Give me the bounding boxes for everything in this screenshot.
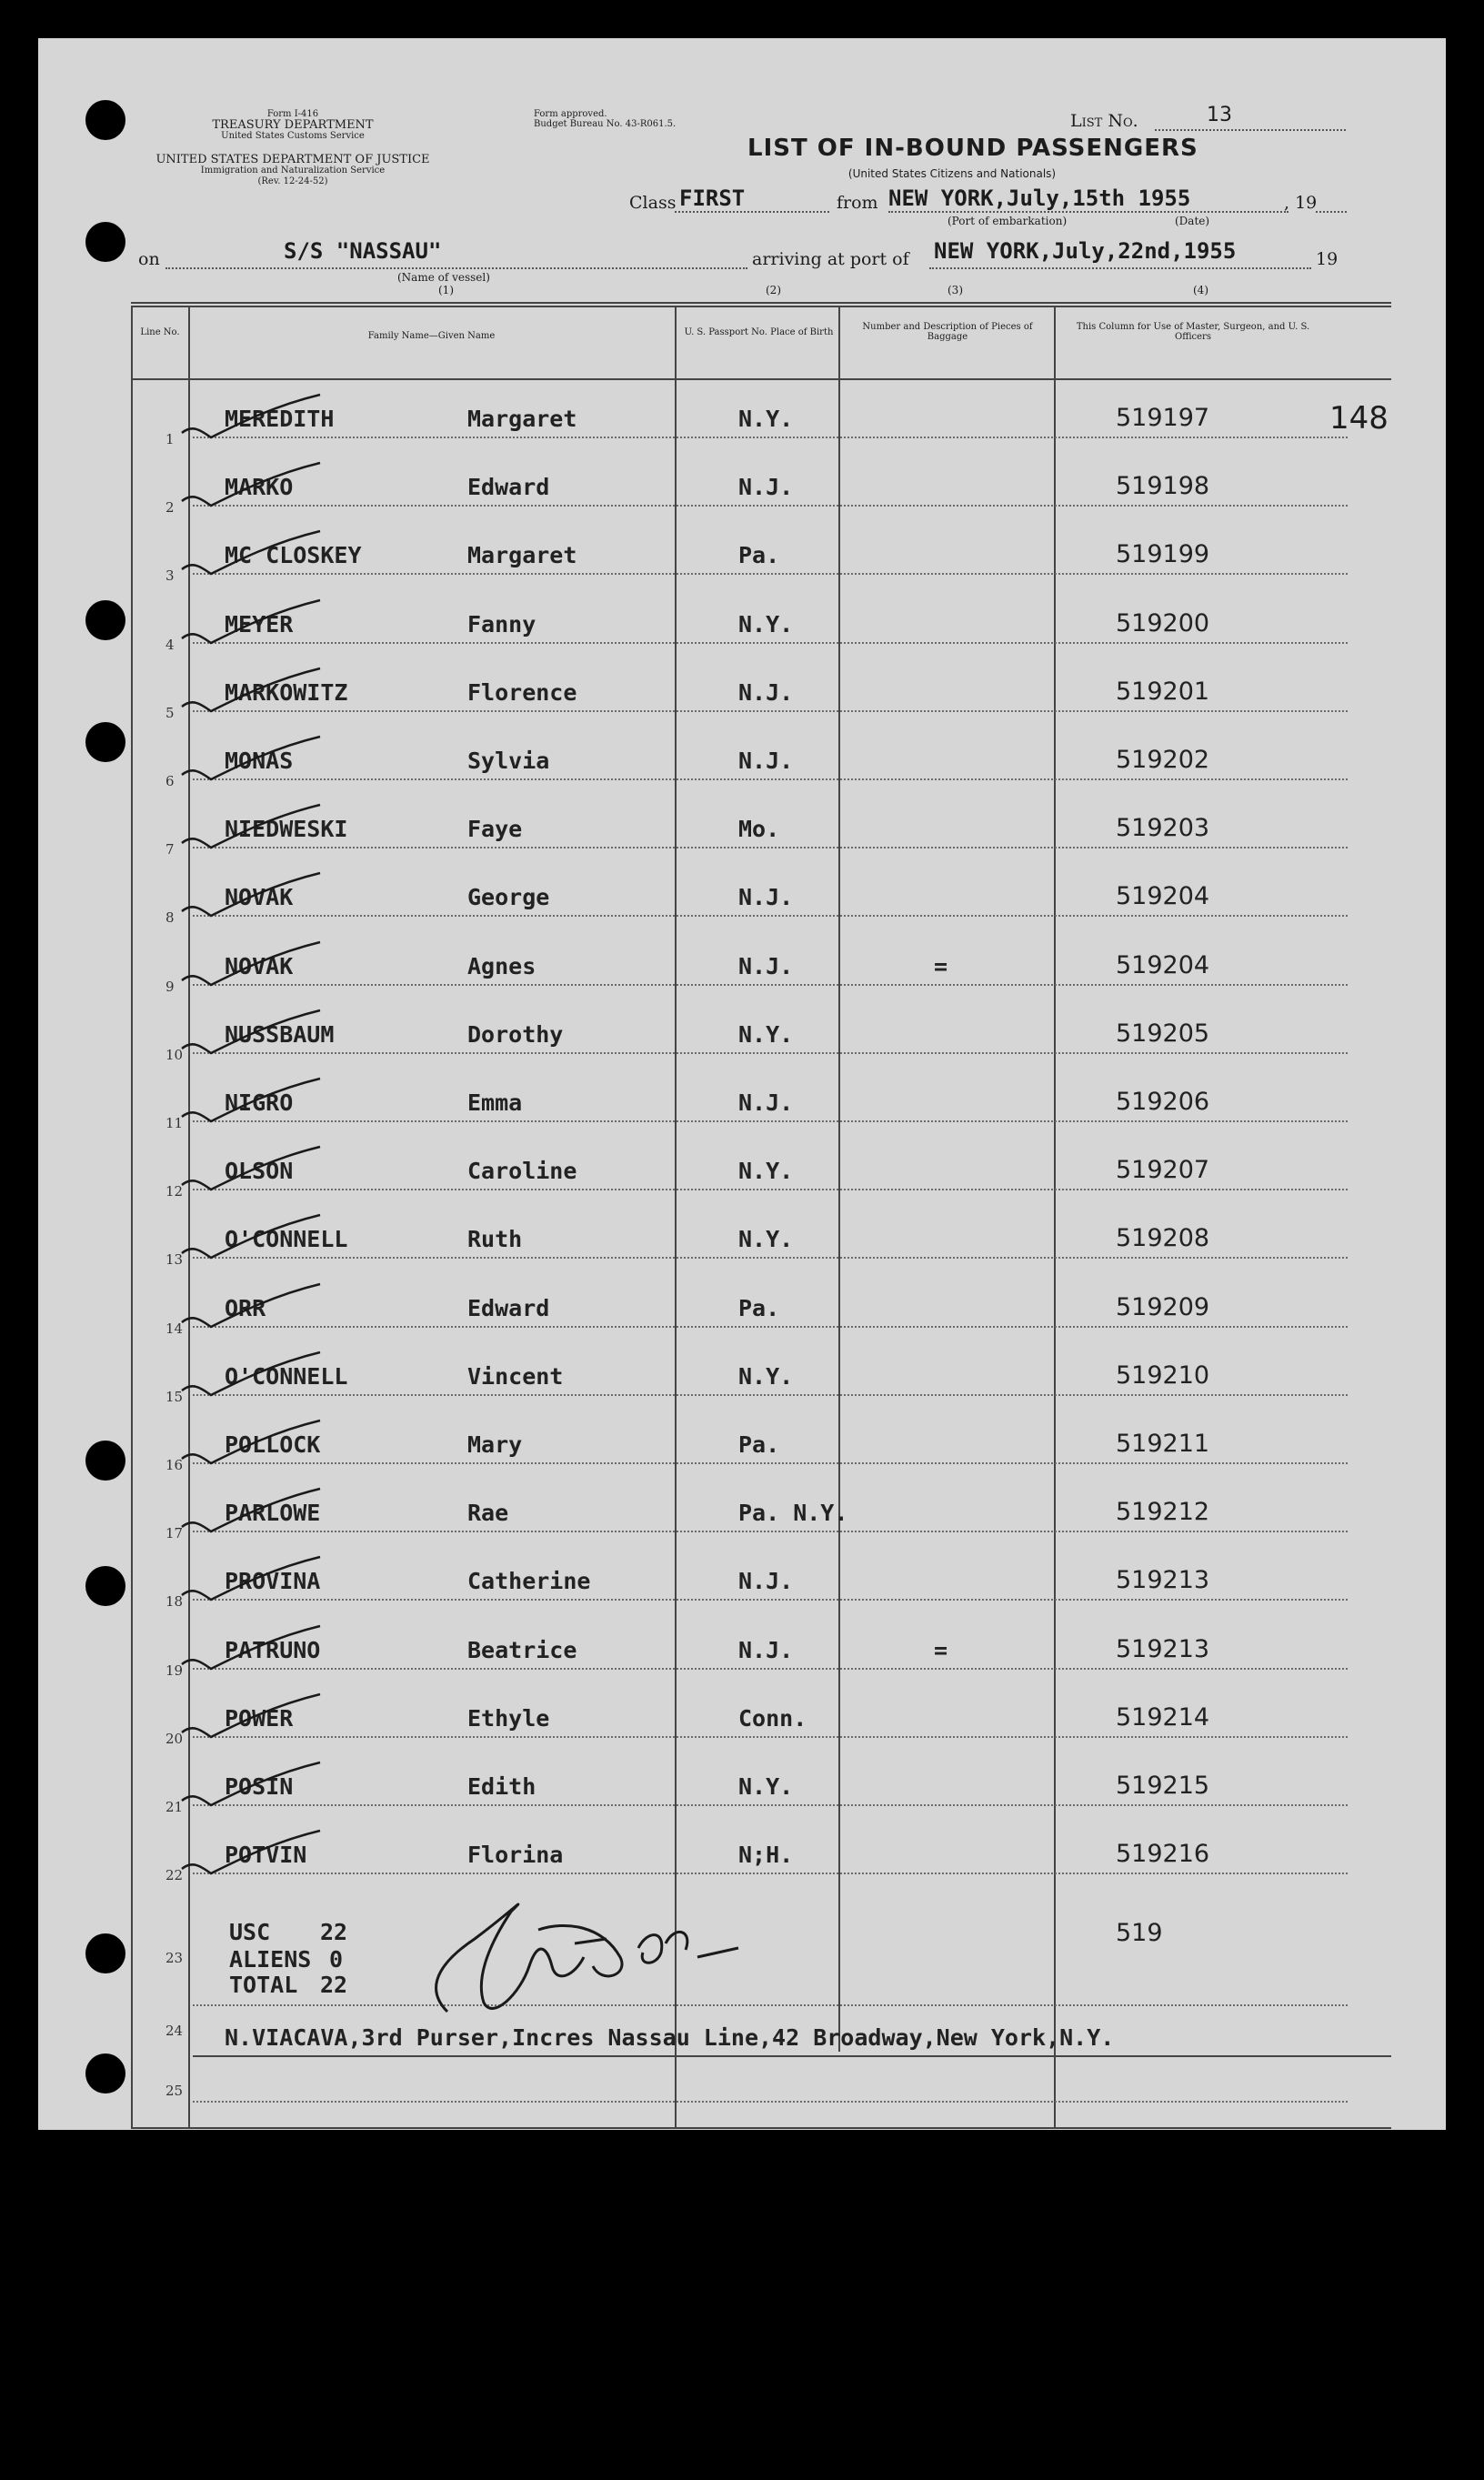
row-divider (193, 1052, 1348, 1054)
officer-code: 519212 (1116, 1498, 1210, 1527)
arriving-label: arriving at port of (752, 249, 909, 269)
given-name: Florina (467, 1842, 564, 1869)
row-divider (193, 1804, 1348, 1806)
form-approved: Form approved. (534, 109, 607, 119)
place-of-birth: N.J. (738, 748, 794, 774)
punch-hole (85, 2053, 125, 2093)
place-of-birth: N.J. (738, 1089, 794, 1116)
check-mark-icon (175, 1208, 329, 1271)
col-header-officers: This Column for Use of Master, Surgeon, and U. S. Officers (1076, 322, 1310, 342)
officer-code: 519 (1116, 1919, 1163, 1947)
usc-count: 22 (320, 1919, 348, 1945)
line-number: 9 (165, 978, 175, 995)
check-mark-icon (175, 593, 329, 657)
officer-code: 519209 (1116, 1292, 1210, 1321)
given-name: Edward (467, 474, 550, 501)
row-divider (193, 573, 1348, 575)
family-name: MARKO (225, 474, 294, 501)
row-divider (193, 915, 1348, 917)
line-number: 14 (165, 1320, 184, 1337)
place-of-birth: N.Y. (738, 1226, 794, 1253)
line-number: 12 (165, 1183, 184, 1200)
officer-code: 519206 (1116, 1088, 1210, 1116)
row-divider (193, 642, 1348, 644)
line-number: 25 (165, 2083, 184, 2099)
officer-code: 519213 (1116, 1566, 1210, 1595)
dept-justice-sub: Immigration and Naturalization Service (200, 166, 386, 176)
check-mark-icon (175, 1481, 329, 1545)
row-divider (193, 1257, 1348, 1259)
check-mark-icon (175, 935, 329, 999)
given-name: Florence (467, 678, 577, 706)
officer-code: 519203 (1116, 814, 1210, 843)
family-name: POTVIN (225, 1842, 307, 1869)
caption-1: (1) (438, 284, 454, 296)
row-divider (193, 437, 1348, 438)
page-number: 148 (1329, 400, 1389, 437)
given-name: Margaret (467, 406, 577, 432)
class-value: FIRST (679, 186, 746, 211)
officer-code: 519199 (1116, 540, 1210, 569)
given-name: Agnes (467, 952, 536, 979)
given-name: Vincent (467, 1362, 564, 1390)
check-mark-icon (175, 1823, 329, 1887)
line-number: 20 (165, 1730, 184, 1747)
given-name: Ruth (467, 1226, 523, 1253)
family-name: OLSON (225, 1158, 294, 1185)
officer-code: 519205 (1116, 1019, 1210, 1048)
place-of-birth: N.J. (738, 1636, 794, 1663)
row-divider (193, 1736, 1348, 1738)
row-divider (193, 1120, 1348, 1122)
purser-line: N.VIACAVA,3rd Purser,Incres Nassau Line,42 Broadway,New York,N.Y. (225, 2024, 1115, 2051)
officer-code: 519200 (1116, 608, 1210, 638)
given-name: Catherine (467, 1568, 591, 1595)
list-no-value: 13 (1207, 104, 1232, 126)
check-mark-icon (175, 1277, 329, 1340)
punch-hole (85, 1933, 125, 1973)
given-name: Mary (467, 1431, 523, 1458)
aliens-count: 0 (329, 1946, 344, 1973)
baggage: = (934, 1636, 948, 1663)
given-name: Caroline (467, 1158, 577, 1185)
check-mark-icon (175, 524, 329, 587)
place-of-birth: N;H. (738, 1842, 794, 1869)
punch-hole (85, 222, 125, 262)
caption-3: (3) (948, 284, 963, 296)
officer-code: 519214 (1116, 1702, 1210, 1732)
form-number: Form I-416 (266, 109, 319, 119)
dept-treasury-sub: United States Customs Service (221, 131, 365, 141)
family-name: NIGRO (225, 1089, 294, 1116)
given-name: Edward (467, 1294, 550, 1321)
family-name: POSIN (225, 1773, 294, 1800)
check-mark-icon (175, 1345, 329, 1409)
family-name: MC CLOSKEY (225, 542, 362, 569)
family-name: NOVAK (225, 952, 294, 979)
vessel-caption: (Name of vessel) (397, 271, 490, 284)
punch-hole (85, 1441, 125, 1481)
line-number: 5 (165, 704, 175, 721)
row-divider (193, 984, 1348, 986)
line-number: 15 (165, 1388, 184, 1405)
place-of-birth: N.Y. (738, 406, 794, 432)
check-mark-icon (175, 1071, 329, 1135)
arrival-value: NEW YORK,July,22nd,1955 (934, 238, 1237, 264)
check-mark-icon (175, 798, 329, 861)
given-name: Emma (467, 1089, 523, 1116)
col-header-passport: U. S. Passport No. Place of Birth (684, 327, 834, 337)
on-label: on (138, 249, 160, 269)
place-of-birth: N.J. (738, 884, 794, 911)
total-count: 22 (320, 1972, 348, 1998)
officer-code: 519198 (1116, 472, 1210, 501)
total-label: TOTAL (229, 1972, 298, 1998)
officer-code: 519210 (1116, 1360, 1210, 1390)
line-number: 24 (165, 2023, 184, 2039)
place-of-birth: Pa. (738, 1431, 780, 1458)
line-number: 8 (165, 909, 175, 927)
family-name: PATRUNO (225, 1636, 321, 1663)
check-mark-icon (175, 1003, 329, 1067)
place-of-birth: N.J. (738, 1568, 794, 1595)
arrival-year-suffix: 19 (1316, 249, 1339, 269)
row-divider (193, 1668, 1348, 1670)
check-mark-icon (175, 729, 329, 793)
line-number: 1 (165, 431, 175, 447)
family-name: PROVINA (225, 1568, 321, 1595)
line-number: 10 (165, 1046, 184, 1063)
punch-hole (85, 600, 125, 640)
check-mark-icon (175, 387, 329, 451)
officer-code: 519211 (1116, 1430, 1210, 1458)
given-name: Dorothy (467, 1020, 564, 1048)
usc-label: USC (229, 1919, 271, 1945)
check-mark-icon (175, 1687, 329, 1751)
date-caption: (Date) (1175, 215, 1210, 227)
row-divider (193, 710, 1348, 712)
check-mark-icon (175, 456, 329, 519)
check-mark-icon (175, 1619, 329, 1682)
given-name: Ethyle (467, 1704, 550, 1732)
punch-hole (85, 100, 125, 140)
place-of-birth: Pa. (738, 1294, 780, 1321)
officer-code: 519204 (1116, 882, 1210, 911)
line-number: 4 (165, 636, 175, 653)
place-of-birth: N.J. (738, 474, 794, 501)
line-number: 13 (165, 1251, 184, 1269)
aliens-label: ALIENS (229, 1946, 312, 1973)
place-of-birth: Conn. (738, 1704, 807, 1732)
family-name: MONAS (225, 748, 294, 774)
place-of-birth: N.Y. (738, 1158, 794, 1185)
check-mark-icon (175, 1550, 329, 1613)
officer-code: 519204 (1116, 950, 1210, 979)
check-mark-icon (175, 1140, 329, 1203)
family-name: MARKOWITZ (225, 678, 348, 706)
family-name: MEREDITH (225, 406, 335, 432)
given-name: Edith (467, 1773, 536, 1800)
check-mark-icon (175, 1755, 329, 1819)
row-divider (193, 1531, 1348, 1532)
place-of-birth: N.Y. (738, 1773, 794, 1800)
row-divider (193, 1189, 1348, 1190)
line-number: 23 (165, 1950, 184, 1966)
place-of-birth: N.J. (738, 678, 794, 706)
row-divider (193, 1462, 1348, 1464)
given-name: Beatrice (467, 1636, 577, 1663)
check-mark-icon (175, 866, 329, 929)
line-number: 17 (165, 1525, 184, 1542)
officer-code: 519208 (1116, 1224, 1210, 1253)
vessel-name: S/S "NASSAU" (284, 238, 442, 264)
row-divider (193, 1326, 1348, 1328)
row-divider (193, 1873, 1348, 1874)
officer-code: 519207 (1116, 1156, 1210, 1185)
place-of-birth: Mo. (738, 816, 780, 843)
family-name: POWER (225, 1704, 294, 1732)
budget-bureau: Budget Bureau No. 43-R061.5. (534, 119, 677, 129)
line-number: 6 (165, 773, 175, 789)
check-mark-icon (175, 1413, 329, 1477)
row-divider (193, 1394, 1348, 1396)
col-header-baggage: Number and Description of Pieces of Baggage (862, 322, 1033, 342)
family-name: NOVAK (225, 884, 294, 911)
dept-treasury: TREASURY DEPARTMENT (212, 118, 374, 132)
line-number: 22 (165, 1867, 184, 1884)
from-year-suffix: , 19 (1284, 193, 1318, 213)
given-name: Fanny (467, 610, 536, 638)
family-name: NIEDWESKI (225, 816, 348, 843)
from-value: NEW YORK,July,15th 1955 (888, 186, 1191, 211)
place-of-birth: Pa. (738, 542, 780, 569)
row-divider (193, 778, 1348, 780)
place-of-birth: N.J. (738, 952, 794, 979)
place-of-birth: N.Y. (738, 610, 794, 638)
line-number: 16 (165, 1457, 184, 1473)
line-number: 21 (165, 1799, 184, 1815)
line-number: 11 (165, 1115, 184, 1131)
officer-code: 519202 (1116, 746, 1210, 774)
officer-code: 519201 (1116, 677, 1210, 706)
col-header-line: Line No. (140, 327, 180, 337)
given-name: Margaret (467, 542, 577, 569)
punch-hole (85, 1566, 125, 1606)
list-no-label: List No. (1070, 111, 1138, 131)
page-subtitle: (United States Citizens and Nationals) (847, 167, 1057, 180)
handwritten-signature (393, 1875, 775, 2030)
row-divider (193, 505, 1348, 507)
officer-code: 519216 (1116, 1840, 1210, 1869)
family-name: PARLOWE (225, 1500, 321, 1527)
officer-code: 519213 (1116, 1634, 1210, 1663)
given-name: Rae (467, 1500, 509, 1527)
place-of-birth: Pa. N.Y. (738, 1500, 848, 1527)
class-label: Class (629, 193, 677, 213)
family-name: POLLOCK (225, 1431, 321, 1458)
line-number: 2 (165, 499, 175, 517)
form-revision: (Rev. 12-24-52) (257, 176, 328, 186)
punch-hole (85, 722, 125, 762)
officer-code: 519215 (1116, 1772, 1210, 1800)
col-header-name: Family Name—Given Name (367, 331, 496, 341)
baggage: = (934, 952, 948, 979)
row-divider (193, 1599, 1348, 1601)
place-of-birth: N.Y. (738, 1020, 794, 1048)
line-number: 18 (165, 1593, 184, 1611)
line-number: 3 (165, 567, 175, 585)
family-name: MEYER (225, 610, 294, 638)
row-divider (193, 847, 1348, 848)
line-number: 19 (165, 1662, 184, 1679)
embark-caption: (Port of embarkation) (948, 215, 1068, 227)
family-name: ORR (225, 1294, 266, 1321)
family-name: O'CONNELL (225, 1226, 348, 1253)
check-mark-icon (175, 661, 329, 725)
from-label: from (837, 193, 878, 213)
page-title: LIST OF IN-BOUND PASSENGERS (747, 135, 1198, 162)
given-name: Sylvia (467, 748, 550, 774)
caption-4: (4) (1193, 284, 1208, 296)
line-number: 7 (165, 841, 175, 858)
caption-2: (2) (766, 284, 781, 296)
family-name: NUSSBAUM (225, 1020, 335, 1048)
form-sheet (38, 38, 1446, 2130)
officer-code: 519197 (1116, 404, 1210, 432)
dept-justice: UNITED STATES DEPARTMENT OF JUSTICE (155, 153, 430, 166)
given-name: George (467, 884, 550, 911)
given-name: Faye (467, 816, 523, 843)
family-name: O'CONNELL (225, 1362, 348, 1390)
place-of-birth: N.Y. (738, 1362, 794, 1390)
